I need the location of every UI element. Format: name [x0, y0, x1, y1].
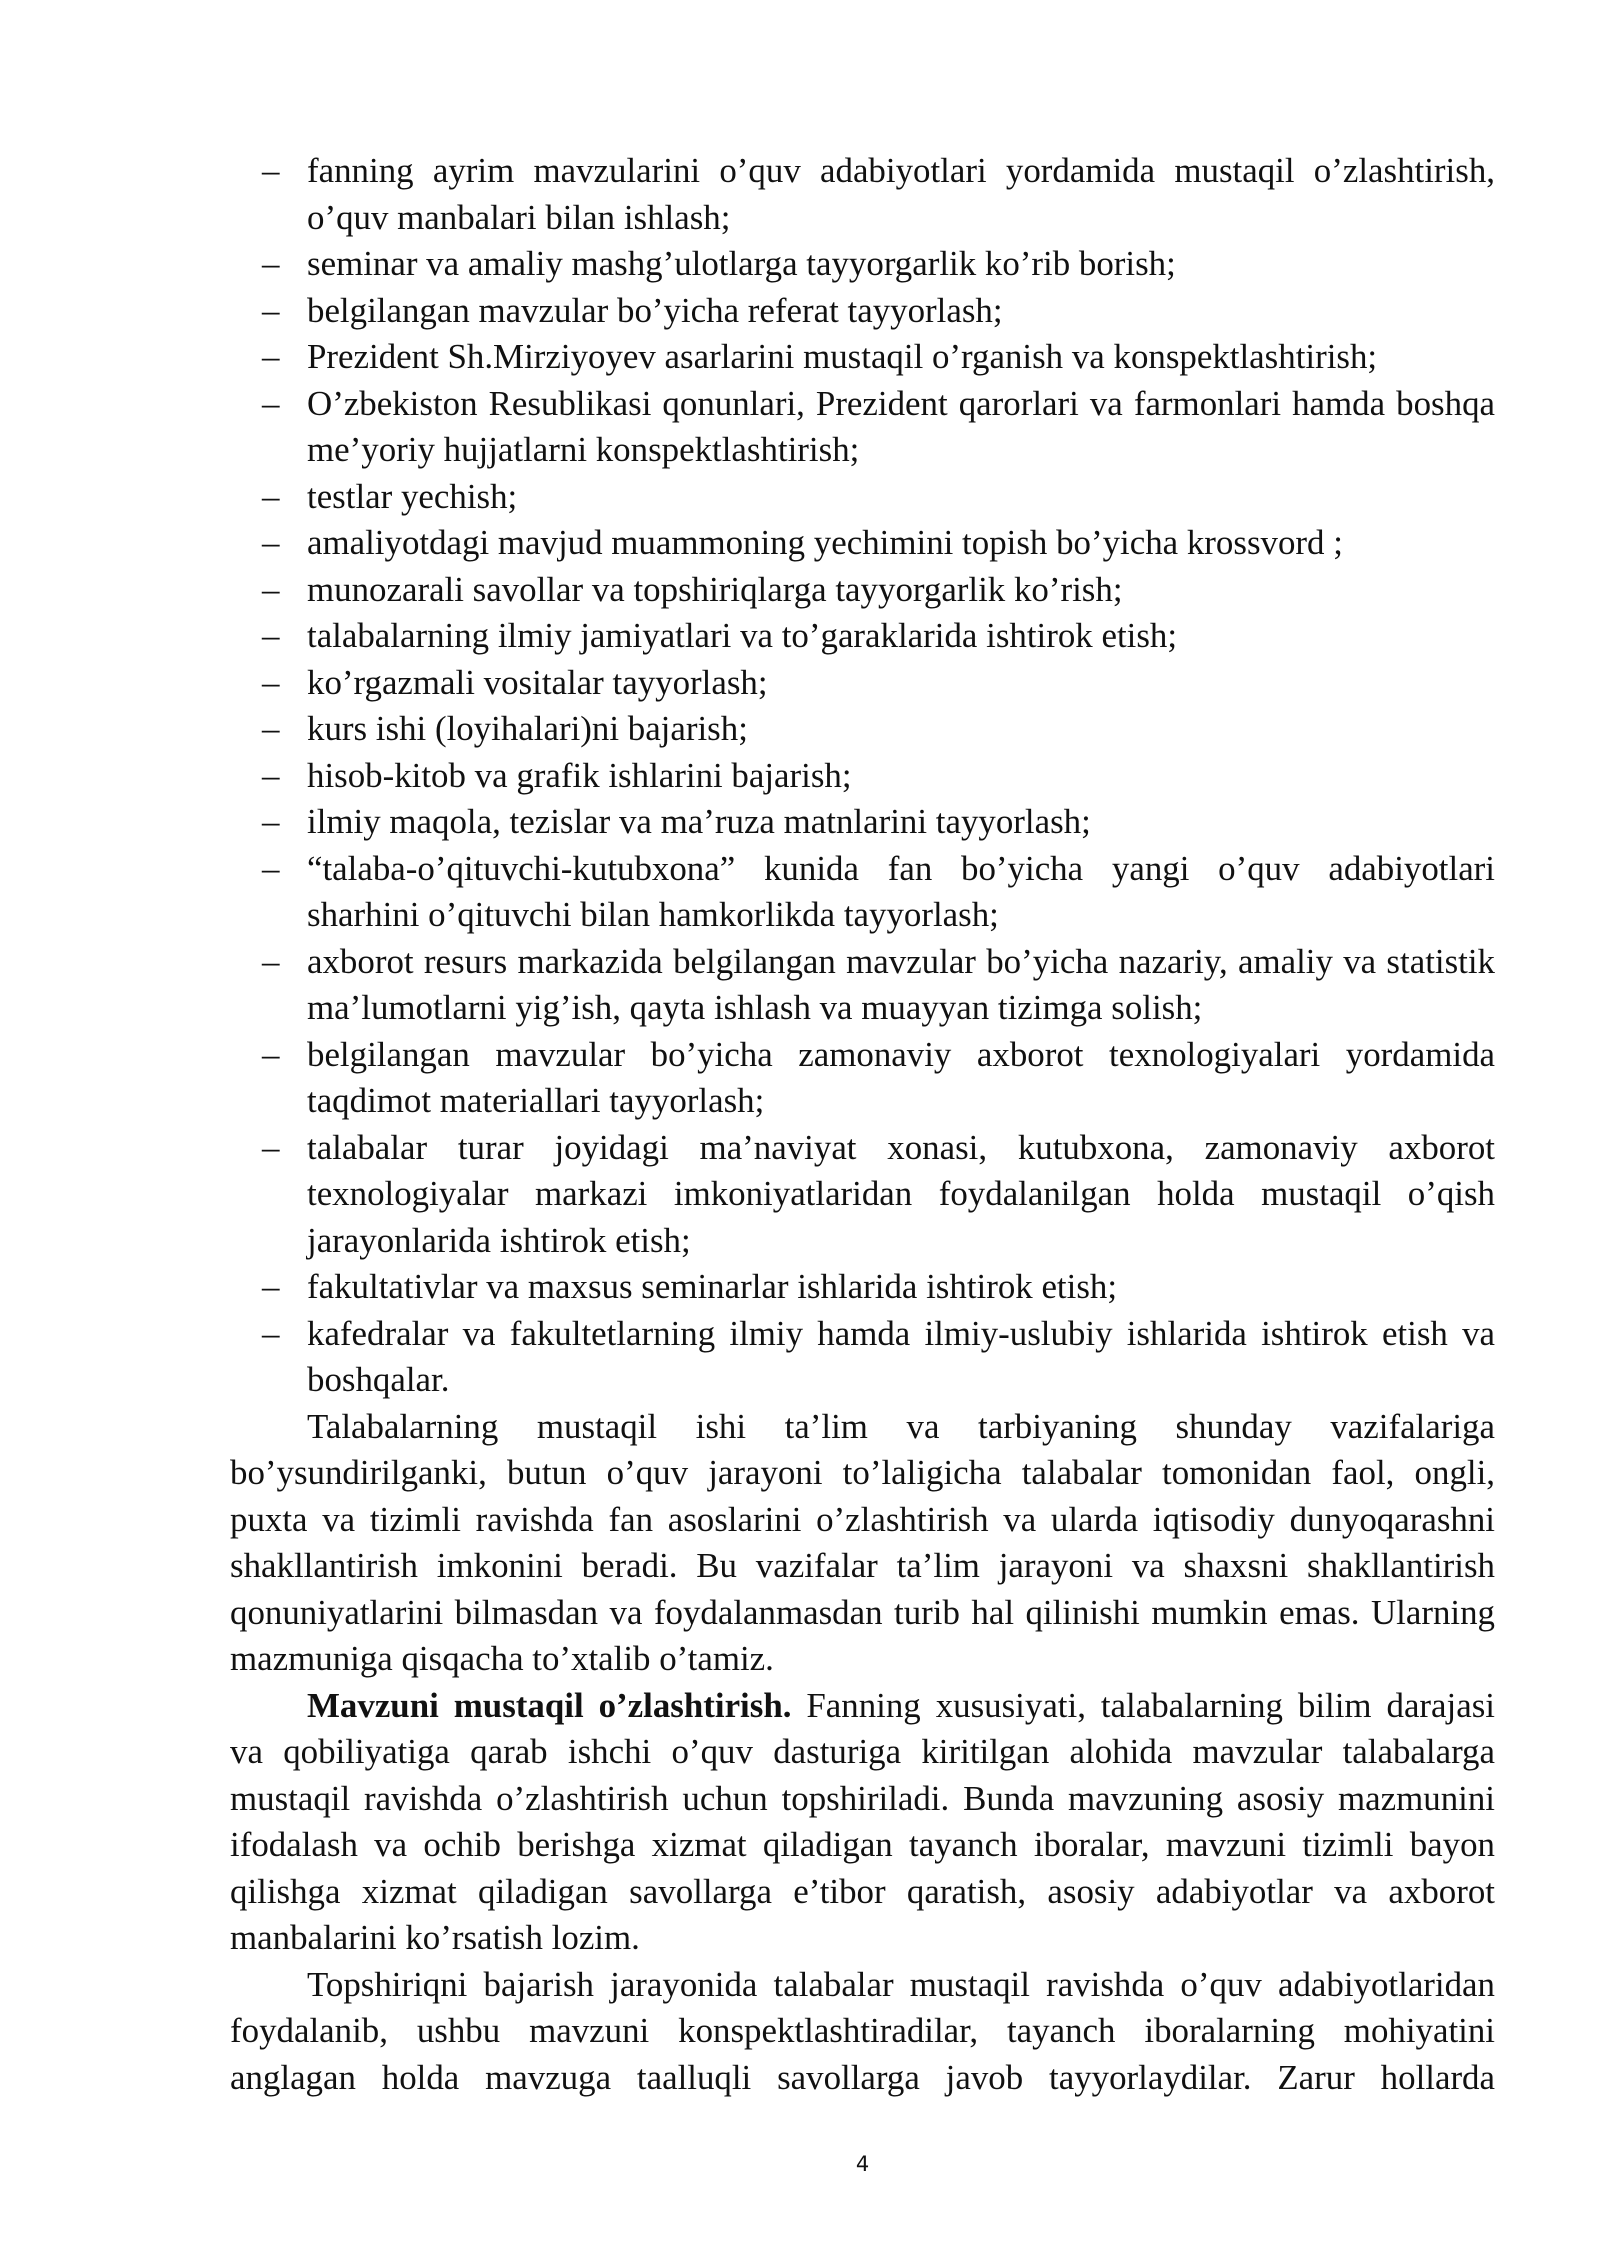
list-dash: –: [262, 1313, 280, 1353]
list-item-line: amaliyotdagi mavjud muammoning yechimini topish bo’yicha krossvord ;: [307, 523, 1343, 562]
list-item: [230, 148, 1495, 241]
list-item-line: seminar va amaliy mashg’ulotlarga tayyorgarlik ko’rib borish;: [307, 244, 1176, 283]
list-item: [230, 1032, 1495, 1125]
list-item-line: fakultativlar va maxsus seminarlar ishlarida ishtirok etish;: [307, 1267, 1118, 1306]
paragraph: [230, 1404, 1495, 1683]
list-item-line: texnologiyalar markazi imkoniyatlaridan foydalanilgan holda mustaqil o’qish: [307, 1174, 1495, 1213]
list-dash: –: [262, 941, 280, 981]
list-item: [230, 334, 1495, 381]
list-item-line: talabalarning ilmiy jamiyatlari va to’garaklarida ishtirok etish;: [307, 616, 1178, 655]
list-item: [230, 613, 1495, 660]
list-dash: –: [262, 848, 280, 888]
paragraph-line: mazmuniga qisqacha to’xtalib o’tamiz.: [230, 1639, 774, 1678]
paragraph-line: puxta va tizimli ravishda fan asoslarini o’zlashtirish va ularda iqtisodiy dunyoqarashni: [230, 1499, 1495, 1539]
list-item-line: belgilangan mavzular bo’yicha zamonaviy axborot texnologiyalari yordamida: [307, 1034, 1495, 1074]
list-dash: –: [262, 151, 280, 190]
list-item-line: me’yoriy hujjatlarni konspektlashtirish;: [307, 430, 860, 469]
paragraph-heading: Mavzuni mustaqil o’zlashtirish.: [307, 1685, 792, 1725]
list-item-line: sharhini o’qituvchi bilan hamkorlikda tayyorlash;: [307, 895, 999, 934]
list-item: [230, 753, 1495, 800]
list-item-line: o’quv manbalari bilan ishlash;: [307, 197, 731, 237]
list-dash: –: [262, 1267, 280, 1306]
list-dash: –: [262, 1127, 280, 1167]
paragraph-line: shakllantirish imkonini beradi. Bu vazifalar ta’lim jarayoni va shaxsni shakllantirish: [230, 1546, 1495, 1585]
list-dash: –: [262, 709, 280, 748]
list-dash: –: [262, 662, 280, 702]
list-item: [230, 846, 1495, 939]
list-dash: –: [262, 523, 280, 562]
list-item: [230, 706, 1495, 753]
page-number: 4: [855, 2152, 870, 2176]
paragraph-line: ifodalash va ochib berishga xizmat qiladigan tayanch iboralar, mavzuni tizimli bayon: [230, 1825, 1495, 1864]
list-dash: –: [262, 569, 280, 609]
list-item-line: ko’rgazmali vositalar tayyorlash;: [307, 662, 768, 702]
list-dash: –: [262, 802, 280, 841]
list-dash: –: [262, 290, 280, 330]
paragraph: [230, 1683, 1495, 1962]
list-item-line: hisob-kitob va grafik ishlarini bajarish;: [307, 755, 852, 795]
paragraph-line: bo’ysundirilganki, butun o’quv jarayoni to’laligicha talabalar tomonidan faol, ongli,: [230, 1453, 1495, 1492]
list-dash: –: [262, 244, 280, 283]
paragraph-line: [230, 1683, 1495, 1730]
list-dash: –: [262, 755, 280, 795]
paragraph-line: va qobiliyatiga qarab ishchi o’quv dasturiga kiritilgan alohida mavzular talabalarga: [230, 1732, 1495, 1771]
list-dash: –: [262, 337, 280, 376]
list-item: [230, 799, 1495, 846]
list-item-line: ilmiy maqola, tezislar va ma’ruza matnlarini tayyorlash;: [307, 802, 1091, 841]
list-item: [230, 381, 1495, 474]
paragraph-line: qilishga xizmat qiladigan savollarga e’tibor qaratish, asosiy adabiyotlar va axborot: [230, 1871, 1495, 1911]
list-item-line: belgilangan mavzular bo’yicha referat tayyorlash;: [307, 290, 1003, 330]
list-item: [230, 660, 1495, 707]
list-item-line: munozarali savollar va topshiriqlarga tayyorgarlik ko’rish;: [307, 569, 1123, 609]
list-item: [230, 520, 1495, 567]
list-item-line: testlar yechish;: [307, 476, 518, 516]
paragraph-line: manbalarini ko’rsatish lozim.: [230, 1918, 640, 1957]
list-dash: –: [262, 1034, 280, 1074]
list-item-line: O’zbekiston Resublikasi qonunlari, Prezident qarorlari va farmonlari hamda boshqa: [307, 383, 1495, 423]
list-item-line: jarayonlarida ishtirok etish;: [307, 1220, 691, 1260]
list-item-line: “talaba-o’qituvchi-kutubxona” kunida fan bo’yicha yangi o’quv adabiyotlari: [307, 848, 1495, 888]
list-dash: –: [262, 476, 280, 516]
page-body: [230, 148, 1495, 2101]
list-item-line: Prezident Sh.Mirziyoyev asarlarini mustaqil o’rganish va konspektlashtirish;: [307, 337, 1378, 376]
list-item: [230, 241, 1495, 288]
task-list: [230, 148, 1495, 1404]
list-item: [230, 1125, 1495, 1265]
list-item: [230, 567, 1495, 614]
paragraph-line: mustaqil ravishda o’zlashtirish uchun topshiriladi. Bunda mavzuning asosiy mazmunini: [230, 1778, 1495, 1818]
list-item: [230, 1311, 1495, 1404]
paragraph-line: anglagan holda mavzuga taalluqli savollarga javob tayyorlaydilar. Zarur hollarda: [230, 2057, 1495, 2097]
list-item-line: taqdimot materiallari tayyorlash;: [307, 1081, 765, 1120]
list-dash: –: [262, 616, 280, 655]
list-item-line: axborot resurs markazida belgilangan mavzular bo’yicha nazariy, amaliy va statistik: [307, 941, 1495, 981]
list-item-line: talabalar turar joyidagi ma’naviyat xonasi, kutubxona, zamonaviy axborot: [307, 1127, 1495, 1167]
list-item: [230, 288, 1495, 335]
list-dash: –: [262, 383, 280, 423]
list-item: [230, 474, 1495, 521]
list-item-line: kurs ishi (loyihalari)ni bajarish;: [307, 709, 748, 748]
paragraph-line-text: Fanning xususiyati, talabalarning bilim darajasi: [806, 1685, 1495, 1725]
list-item: [230, 939, 1495, 1032]
list-item-line: ma’lumotlarni yig’ish, qayta ishlash va muayyan tizimga solish;: [307, 988, 1203, 1027]
list-item-line: boshqalar.: [307, 1360, 450, 1399]
paragraph-line: Talabalarning mustaqil ishi ta’lim va tarbiyaning shunday vazifalariga: [307, 1406, 1495, 1446]
paragraph: [230, 1962, 1495, 2102]
list-item-line: kafedralar va fakultetlarning ilmiy hamda ilmiy-uslubiy ishlarida ishtirok etish va: [307, 1313, 1495, 1353]
list-item: [230, 1264, 1495, 1311]
paragraph-line: qonuniyatlarini bilmasdan va foydalanmasdan turib hal qilinishi mumkin emas. Ularning: [230, 1592, 1495, 1632]
paragraph-line: foydalanib, ushbu mavzuni konspektlashtiradilar, tayanch iboralarning mohiyatini: [230, 2011, 1495, 2050]
paragraph-line: Topshiriqni bajarish jarayonida talabalar mustaqil ravishda o’quv adabiyotlaridan: [307, 1964, 1495, 2004]
list-item-line: fanning ayrim mavzularini o’quv adabiyotlari yordamida mustaqil o’zlashtirish,: [307, 151, 1495, 190]
